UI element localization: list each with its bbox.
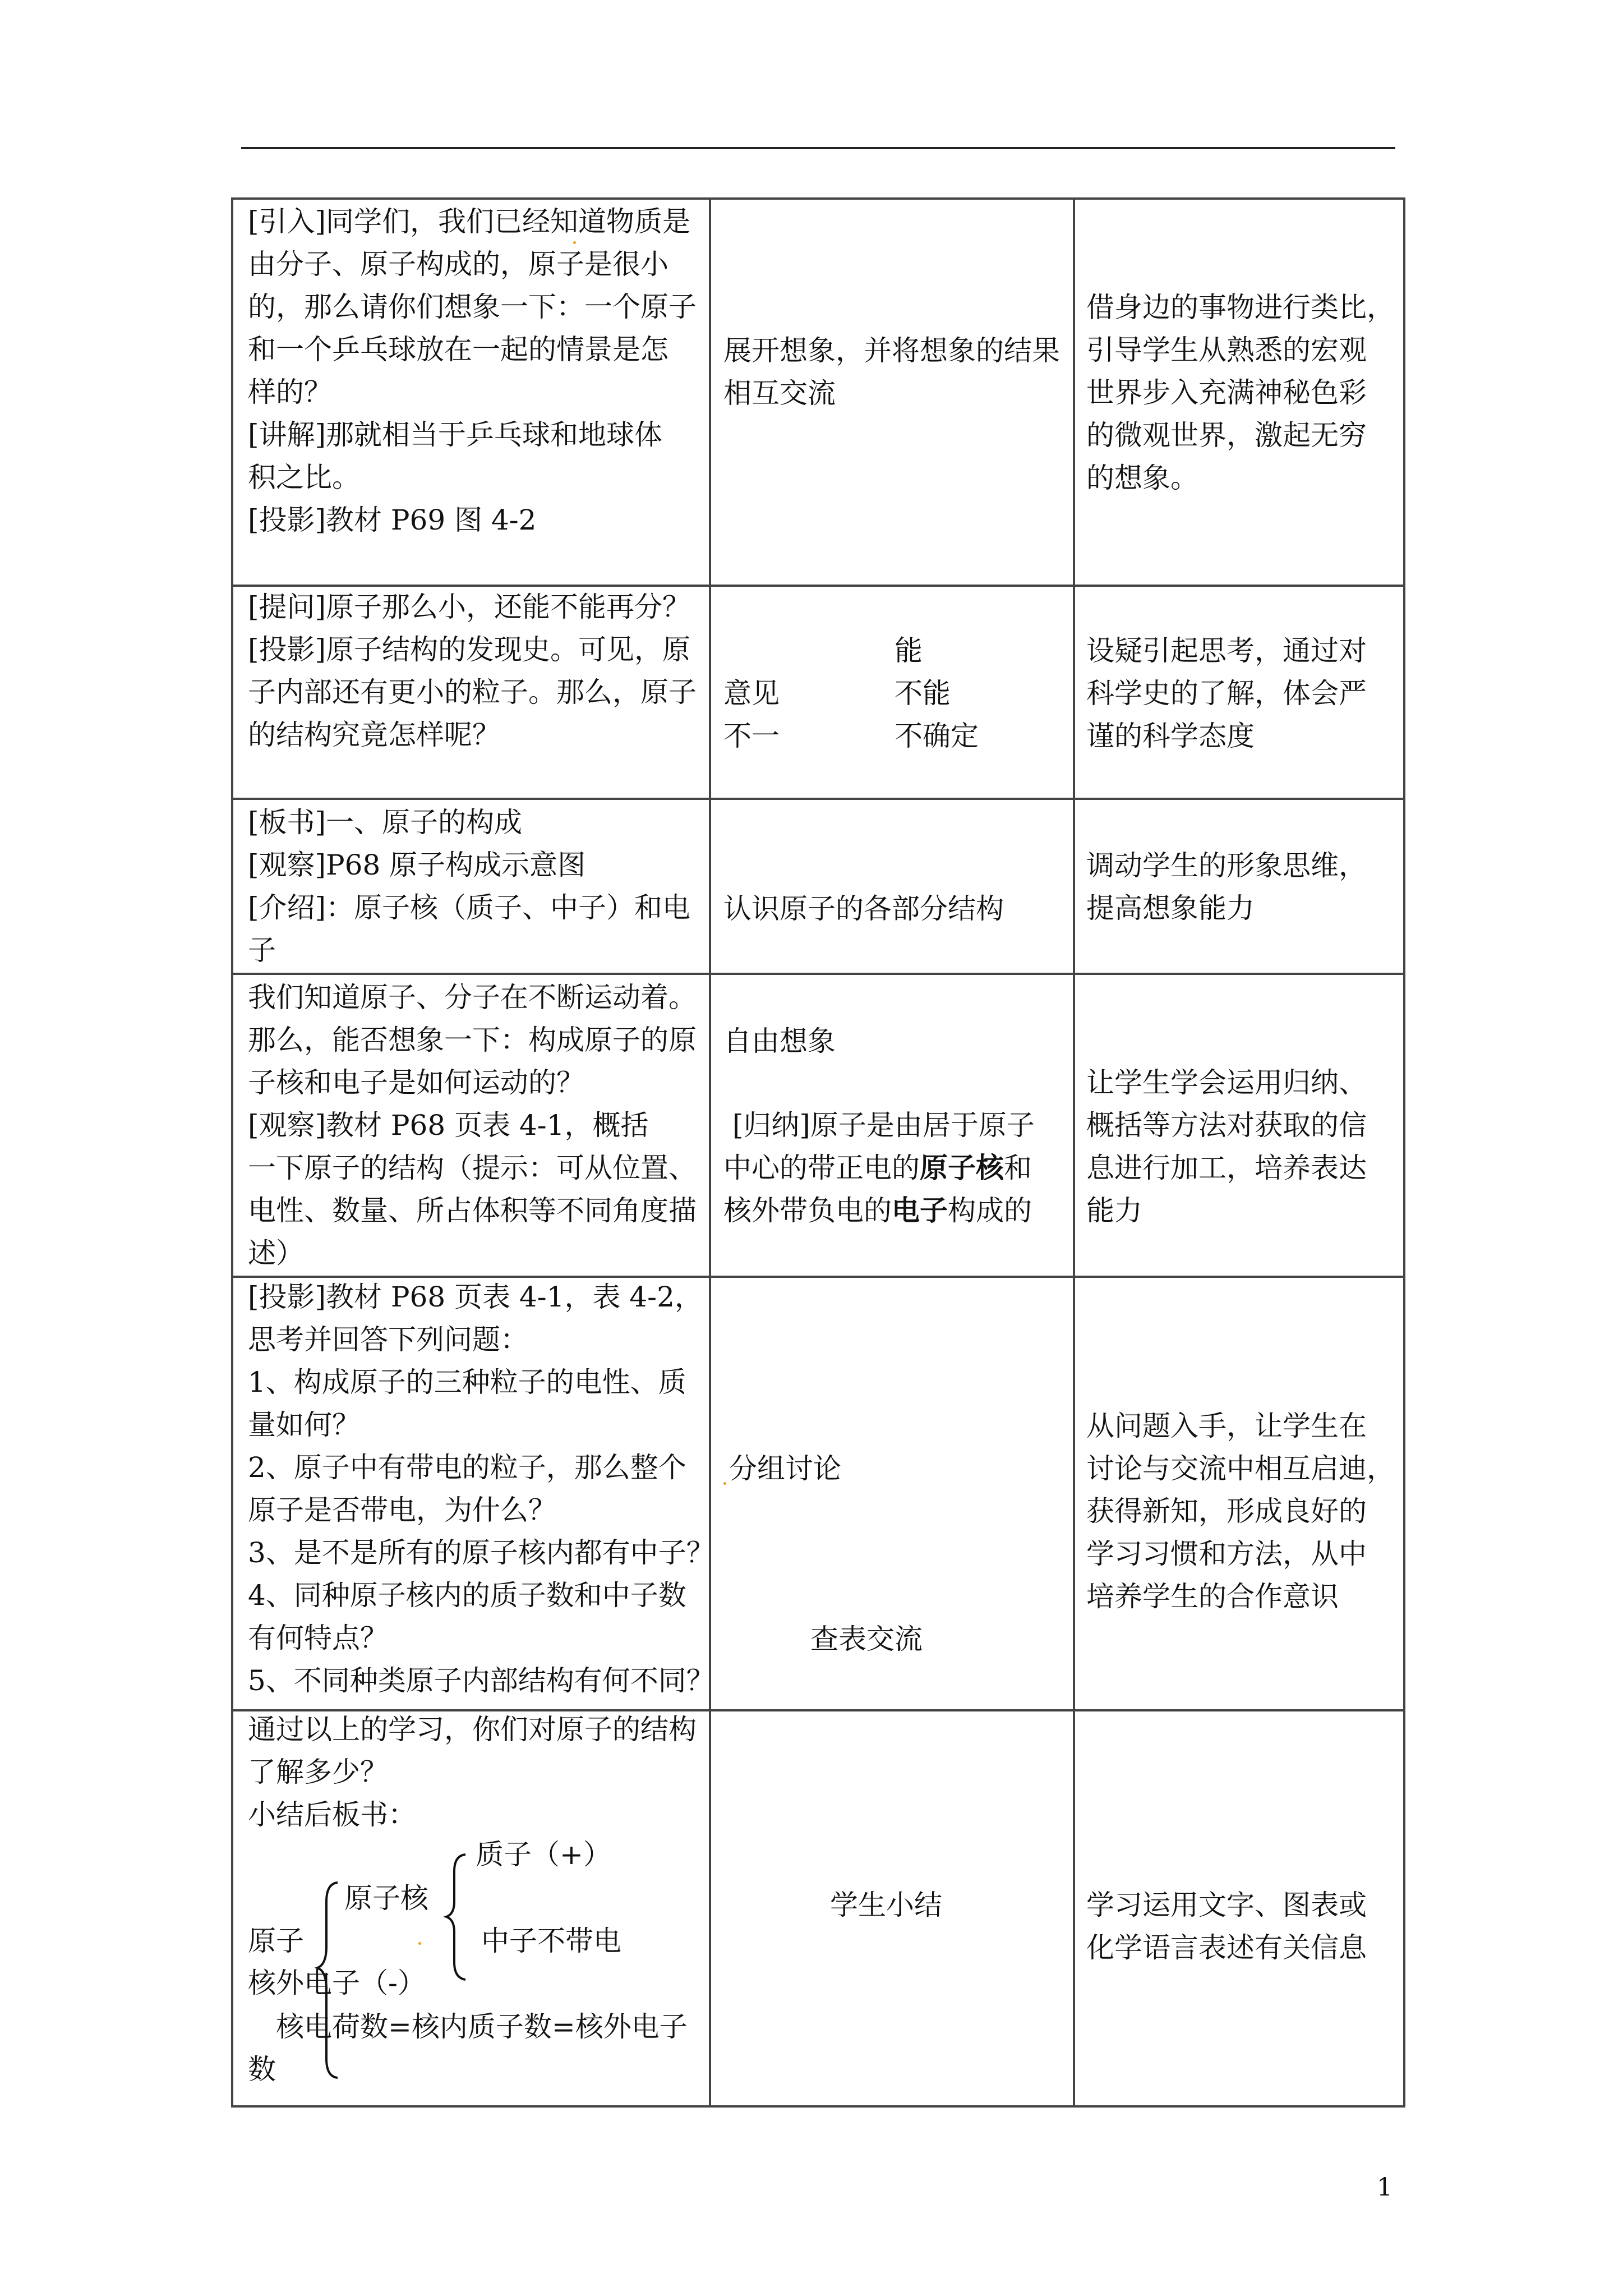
text-line: [观察]P68 原子构成示意图 — [248, 849, 586, 881]
free-imagination-text: 自由想象 — [723, 1025, 836, 1057]
row-3-teacher-activity — [248, 801, 690, 972]
row-6-design-intent — [1086, 1884, 1367, 1969]
text-line: 设疑引起思考，通过对 — [1086, 634, 1367, 667]
text-line: [介绍]：原子核（质子、中子）和电 — [248, 891, 691, 924]
text-line: 积之比。 — [248, 461, 360, 494]
row-5-design-intent — [1086, 1405, 1395, 1618]
text-line: [讲解]那就相当于乒乓球和地球体 — [248, 418, 663, 451]
text-line: 我们知道原子、分子在不断运动着。 — [248, 981, 697, 1014]
text-line: 一下原子的结构（提示：可从位置、 — [248, 1152, 697, 1184]
column-divider-2 — [1073, 200, 1075, 2105]
summary-term-electron: 电子 — [892, 1194, 948, 1227]
text-line: 的微观世界，激起无穷 — [1086, 419, 1367, 452]
diagram-proton: 质子（+） — [476, 1838, 611, 1871]
opinion-label-2: 不一 — [723, 720, 780, 752]
row-5-teacher-activity — [248, 1276, 714, 1702]
text-line: 5、不同种类原子内部结构有何不同？ — [248, 1664, 714, 1697]
row-divider-3 — [233, 973, 1403, 975]
text-line: 学习运用文字、图表或 — [1086, 1889, 1367, 1921]
text-line: [投影]原子结构的发现史。可见，原 — [248, 633, 691, 666]
diagram-relation-line-2: 数 — [248, 2053, 276, 2086]
text-line: 科学史的了解，体会严 — [1086, 677, 1367, 710]
text-line: 思考并回答下列问题： — [248, 1323, 528, 1356]
text-line: [引入]同学们，我们已经知道物质是 — [248, 205, 691, 238]
header-rule — [241, 147, 1395, 149]
text-line: 概括等方法对获取的信 — [1086, 1109, 1367, 1142]
text-line: [观察]教材 P68 页表 4-1，概括 — [248, 1109, 649, 1142]
text-line: 的，那么请你们想象一下：一个原子 — [248, 291, 697, 323]
text-line: 世界步入充满神秘色彩 — [1086, 376, 1367, 409]
opinion-label-1: 意见 — [723, 677, 780, 710]
text-line: 调动学生的形象思维， — [1086, 849, 1367, 882]
diagram-neutron: 中子不带电 — [481, 1925, 621, 1957]
text-line: 培养学生的合作意识 — [1086, 1580, 1339, 1613]
diagram-relation-line-1: 核电荷数=核内质子数=核外电子 — [276, 2010, 688, 2043]
text-line: 让学生学会运用归纳、 — [1086, 1066, 1367, 1099]
left-brace-icon — [314, 1879, 342, 2081]
opinion-option-cannot: 不能 — [895, 677, 951, 710]
text-line: 那么，能否想象一下：构成原子的原 — [248, 1024, 697, 1056]
stray-mark — [723, 1482, 726, 1485]
row-divider-2 — [233, 798, 1403, 800]
diagram-nucleus: 原子核 — [344, 1882, 428, 1915]
row-1-student-activity — [723, 329, 1060, 415]
text-line: 由分子、原子构成的，原子是很小 — [248, 248, 668, 280]
text-line: 述） — [248, 1237, 304, 1269]
text-line — [723, 1104, 1035, 1147]
text-line: 的结构究竟怎样呢？ — [248, 719, 500, 751]
row-2-design-intent — [1086, 629, 1367, 757]
text-line: 通过以上的学习，你们对原子的结构 — [248, 1713, 697, 1746]
diagram-atom: 原子 — [248, 1925, 304, 1957]
text-line: 认识原子的各部分结构 — [723, 892, 1004, 925]
text-line: 了解多少？ — [248, 1756, 388, 1788]
opinion-option-can: 能 — [895, 634, 923, 667]
text-line: 的想象。 — [1086, 462, 1198, 494]
text-line: 引导学生从熟悉的宏观 — [1086, 334, 1367, 366]
stray-mark — [418, 1942, 421, 1945]
row-1-teacher-activity — [248, 200, 697, 541]
text-line: 化学语言表述有关信息 — [1086, 1931, 1367, 1964]
text-line: [板书]一、原子的构成 — [248, 806, 523, 839]
text-line: 相互交流 — [723, 377, 836, 409]
summary-line-3-start: 核外带负电的 — [723, 1194, 892, 1227]
text-line: 讨论与交流中相互启迪， — [1086, 1452, 1395, 1485]
row-3-design-intent — [1086, 844, 1367, 930]
text-line: 子核和电子是如何运动的？ — [248, 1066, 584, 1099]
diagram-electron: 核外电子（-） — [248, 1967, 426, 1999]
row-6-teacher-activity — [248, 1708, 697, 1836]
text-line: 1、构成原子的三种粒子的电性、质 — [248, 1366, 686, 1398]
summary-line-3-end: 构成的 — [948, 1194, 1032, 1227]
text-line: 息进行加工，培养表达 — [1086, 1152, 1367, 1184]
text-line: 3、是不是所有的原子核内都有中子？ — [248, 1536, 714, 1569]
summary-line-2-end: 和 — [1004, 1152, 1032, 1184]
text-line — [723, 1189, 1035, 1232]
text-line: 量如何？ — [248, 1409, 360, 1441]
text-line: 小结后板书： — [248, 1798, 416, 1831]
right-brace-icon — [443, 1851, 471, 1983]
row-2-teacher-activity — [248, 586, 697, 756]
summary-line-2-start: 中心的带正电的 — [723, 1152, 920, 1184]
row-1-design-intent — [1086, 286, 1395, 499]
row-4-student-summary — [723, 1104, 1035, 1232]
text-line: 有何特点？ — [248, 1622, 388, 1654]
row-6-student-activity — [830, 1884, 942, 1926]
text-line: 谨的科学态度 — [1086, 720, 1255, 752]
text-line: 展开想象，并将想象的结果 — [723, 334, 1060, 367]
opinion-option-unsure: 不确定 — [895, 720, 979, 752]
text-line: 提高想象能力 — [1086, 892, 1255, 924]
text-line: 借身边的事物进行类比， — [1086, 291, 1395, 324]
text-line: 学习习惯和方法，从中 — [1086, 1538, 1367, 1570]
page-number: 1 — [1377, 2173, 1393, 2202]
text-line: 子 — [248, 934, 276, 967]
text-line: 子内部还有更小的粒子。那么，原子 — [248, 676, 697, 708]
row-3-student-activity — [723, 887, 1004, 930]
column-divider-1 — [709, 200, 711, 2105]
text-line: 样的？ — [248, 376, 332, 408]
text-line: 学生小结 — [830, 1889, 942, 1921]
text-line: 电性、数量、所占体积等不同角度描 — [248, 1194, 697, 1227]
text-line — [723, 1147, 1035, 1189]
stray-mark — [573, 241, 576, 244]
text-line: 能力 — [1086, 1194, 1142, 1227]
row-4-teacher-activity — [248, 976, 697, 1274]
text-line: 和一个乒乓球放在一起的情景是怎 — [248, 333, 668, 366]
text-line: [提问]原子那么小，还能不能再分？ — [248, 591, 691, 623]
text-line: 2、原子中有带电的粒子，那么整个 — [248, 1451, 686, 1484]
text-line: 从问题入手，让学生在 — [1086, 1410, 1367, 1442]
text-line: [投影]教材 P69 图 4-2 — [248, 504, 537, 536]
summary-line-1: [归纳]原子是由居于原子 — [732, 1109, 1035, 1142]
text-line: 获得新知，形成良好的 — [1086, 1495, 1367, 1527]
text-line: 原子是否带电，为什么？ — [248, 1494, 556, 1526]
table-lookup-text: 查表交流 — [810, 1623, 923, 1655]
group-discussion-text: 分组讨论 — [729, 1452, 841, 1485]
row-4-design-intent — [1086, 1061, 1367, 1232]
summary-term-nucleus: 原子核 — [920, 1152, 1004, 1184]
text-line: [投影]教材 P68 页表 4-1，表 4-2， — [248, 1281, 703, 1313]
text-line: 4、同种原子核内的质子数和中子数 — [248, 1579, 686, 1612]
